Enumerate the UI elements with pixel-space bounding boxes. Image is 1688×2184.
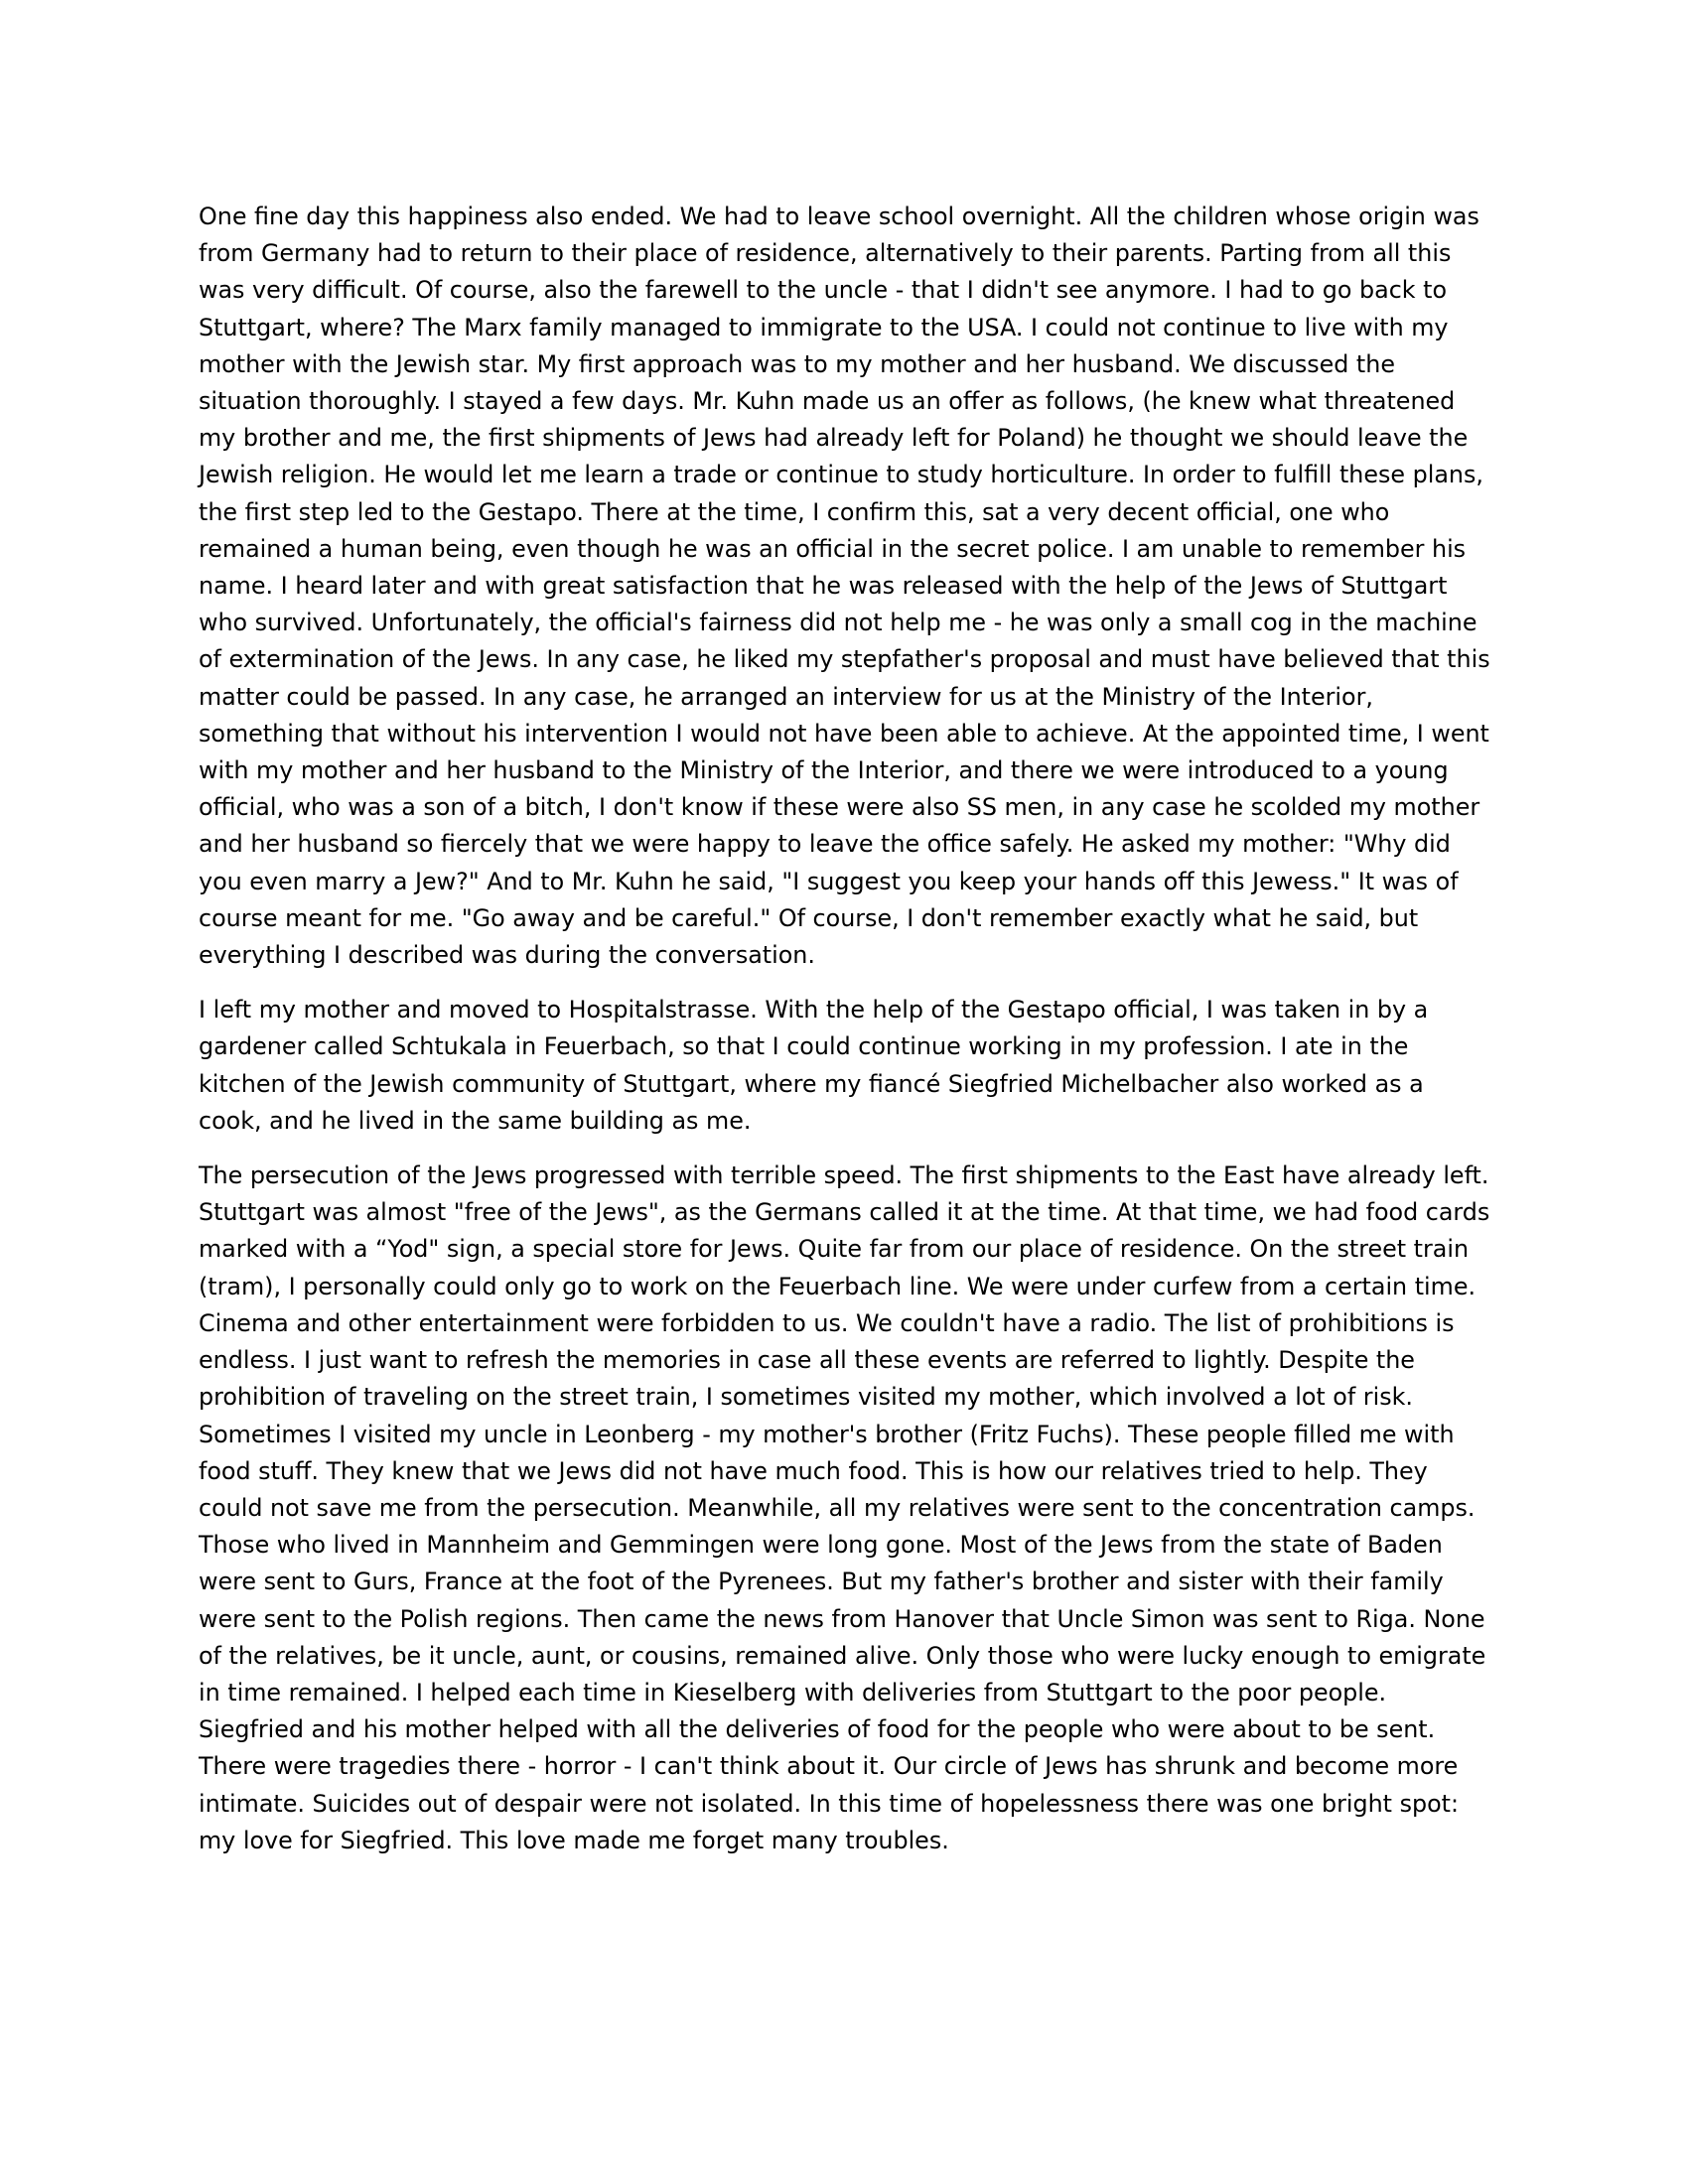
paragraph-leaving-school: One fine day this happiness also ended. We had to leave school overnight. All the children whose origin was from Germany had to return to their place of residence, alternatively to their parents. Parting from all this was very difficult. Of course, also the farewell to the uncle - that I didn't see anymore. I had to go back to Stuttgart, where? The Marx family managed to immigrate to the USA. I could not continue to live with my mother with the Jewish star. My first approach was to my mother and her husband. We discussed the situation thoroughly. I stayed a few days. Mr. Kuhn made us an offer as follows, (he knew what threatened my brother and me, the first shipments of Jews had already left for Poland) he thought we should leave the Jewish religion. He would let me learn a trade or continue to study horticulture. In order to fulfill these plans, the first step led to the Gestapo. There at the time, I confirm this, sat a very decent official, one who remained a human being, even though he was an official in the secret police. I am unable to remember his name. I heard later and with great satisfaction that he was released with the help of the Jews of Stuttgart who survived. Unfortunately, the official's fairness did not help me - he was only a small cog in the machine of extermination of the Jews. In any case, he liked my stepfather's proposal and must have believed that this matter could be passed. In any case, he arranged an interview for us at the Ministry of the Interior, something that without his intervention I would not have been able to achieve. At the appointed time, I went with my mother and her husband to the Ministry of the Interior, and there we were introduced to a young official, who was a son of a bitch, I don't know if these were also SS men, in any case he scolded my mother and her husband so fiercely that we were happy to leave the office safely. He asked my mother: "Why did you even marry a Jew?" And to Mr. Kuhn he said, "I suggest you keep your hands off this Jewess." It was of course meant for me. "Go away and be careful." Of course, I don't remember exactly what he said, but everything I described was during the conversation. xyxy=(199,203,1490,970)
paragraph-persecution: The persecution of the Jews progressed with terrible speed. The first shipments to the East have already left. Stuttgart was almost "free of the Jews", as the Germans called it at the time. At that time, we had food cards marked with a “Yod" sign, a special store for Jews. Quite far from our place of residence. On the street train (tram), I personally could only go to work on the Feuerbach line. We were under curfew from a certain time. Cinema and other entertainment were forbidden to us. We couldn't have a radio. The list of prohibitions is endless. I just want to refresh the memories in case all these events are referred to lightly. Despite the prohibition of traveling on the street train, I sometimes visited my mother, which involved a lot of risk. Sometimes I visited my uncle in Leonberg - my mother's brother (Fritz Fuchs). These people filled me with food stuff. They knew that we Jews did not have much food. This is how our relatives tried to help. They could not save me from the persecution. Meanwhile, all my relatives were sent to the concentration camps. Those who lived in Mannheim and Gemmingen were long gone. Most of the Jews from the state of Baden were sent to Gurs, France at the foot of the Pyrenees. But my father's brother and sister with their family were sent to the Polish regions. Then came the news from Hanover that Uncle Simon was sent to Riga. None of the relatives, be it uncle, aunt, or cousins, remained alive. Only those who were lucky enough to emigrate in time remained. I helped each time in Kieselberg with deliveries from Stuttgart to the poor people. Siegfried and his mother helped with all the deliveries of food for the people who were about to be sent. There were tragedies there - horror - I can't think about it. Our circle of Jews has shrunk and become more intimate. Suicides out of despair were not isolated. In this time of hopelessness there was one bright spot: my love for Siegfried. This love made me forget many troubles. xyxy=(199,1161,1490,1854)
paragraph-hospitalstrasse: I left my mother and moved to Hospitalstrasse. With the help of the Gestapo official, I was taken in by a gardener called Schtukala in Feuerbach, so that I could continue working in my profession. I ate in the kitchen of the Jewish community of Stuttgart, where my fiancé Siegfried Michelbacher also worked as a cook, and he lived in the same building as me. xyxy=(199,996,1429,1135)
document-body xyxy=(199,199,1491,1877)
